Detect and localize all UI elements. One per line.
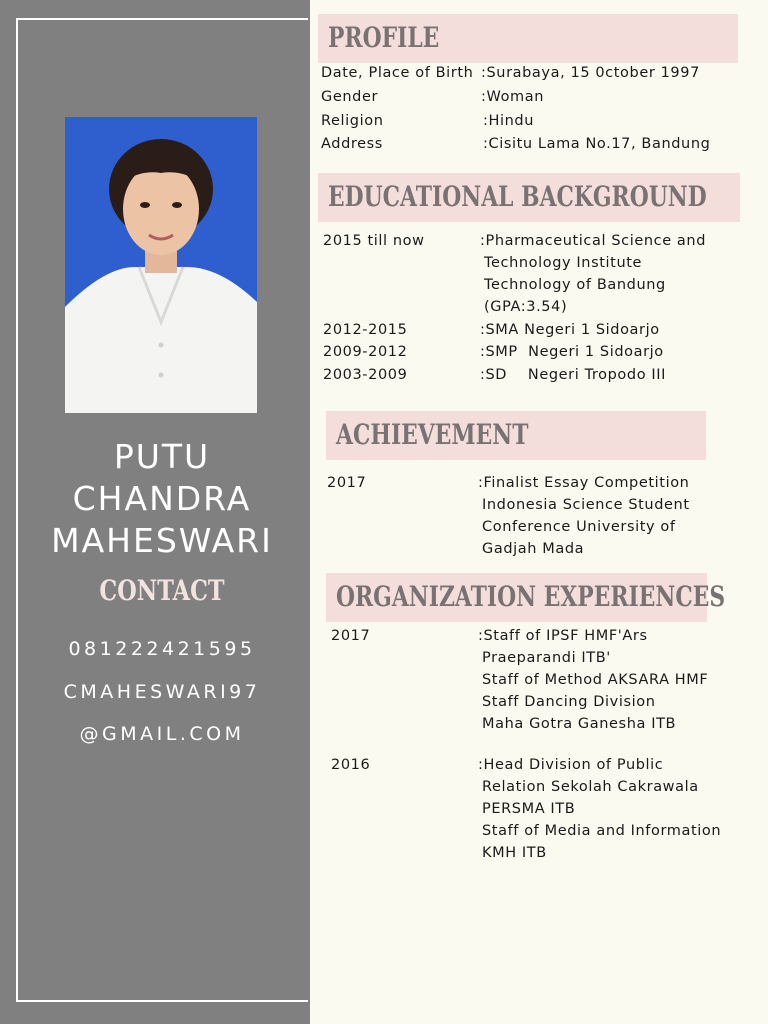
organization-section-header bbox=[326, 573, 726, 622]
organization-line: :Head Division of Public bbox=[478, 757, 664, 773]
education-detail: :SD Negeri Tropodo III bbox=[480, 367, 667, 383]
education-heading: EDUCATIONAL BACKGROUND bbox=[328, 180, 707, 213]
profile-photo bbox=[65, 117, 257, 413]
profile-value: :Cisitu Lama No.17, Bandung bbox=[483, 136, 711, 152]
education-line: (GPA:3.54) bbox=[484, 299, 568, 315]
achievement-line: Conference University of bbox=[482, 519, 676, 535]
profile-value: :Hindu bbox=[483, 113, 535, 129]
education-period: 2003-2009 bbox=[323, 367, 408, 383]
profile-heading: PROFILE bbox=[328, 21, 440, 54]
education-detail: :SMA Negeri 1 Sidoarjo bbox=[480, 322, 660, 338]
profile-value: :Woman bbox=[481, 89, 545, 105]
organization-line: Staff of Media and Information bbox=[482, 823, 722, 839]
contact-phone: 081222421595 bbox=[68, 638, 256, 660]
profile-label: Religion bbox=[321, 113, 384, 129]
achievement-line: Indonesia Science Student bbox=[482, 497, 690, 513]
organization-line: PERSMA ITB bbox=[482, 801, 576, 817]
organization-line: Maha Gotra Ganesha ITB bbox=[482, 716, 677, 732]
profile-label: Address bbox=[321, 136, 383, 152]
organization-line: KMH ITB bbox=[482, 845, 547, 861]
education-detail: :SMP Negeri 1 Sidoarjo bbox=[480, 344, 664, 360]
education-detail bbox=[480, 230, 706, 318]
profile-label: Gender bbox=[321, 89, 379, 105]
organization-year: 2017 bbox=[331, 628, 371, 644]
organization-line: Staff of Method AKSARA HMF bbox=[482, 672, 709, 688]
profile-section-header bbox=[318, 14, 738, 63]
education-period: 2012-2015 bbox=[323, 322, 408, 338]
achievement-line: Gadjah Mada bbox=[482, 541, 585, 557]
education-line: Technology of Bandung bbox=[484, 277, 666, 293]
education-section-header bbox=[318, 173, 740, 222]
organization-line: Praeparandi ITB' bbox=[482, 650, 611, 666]
organization-line: Relation Sekolah Cakrawala bbox=[482, 779, 699, 795]
achievement-detail bbox=[478, 472, 690, 560]
achievement-section-header bbox=[326, 411, 706, 460]
profile-label: Date, Place of Birth bbox=[321, 65, 474, 81]
profile-value: :Surabaya, 15 0ctober 1997 bbox=[481, 65, 700, 81]
person-name bbox=[16, 436, 308, 562]
organization-detail bbox=[478, 625, 708, 735]
name-line: MAHESWARI bbox=[51, 521, 273, 560]
contact-email-line1: CMAHESWARI97 bbox=[63, 681, 261, 703]
achievement-line: :Finalist Essay Competition bbox=[478, 475, 690, 491]
name-line: CHANDRA bbox=[72, 479, 252, 518]
contact-heading: CONTACT bbox=[99, 574, 225, 607]
achievement-year: 2017 bbox=[327, 475, 367, 491]
organization-line: Staff Dancing Division bbox=[482, 694, 656, 710]
education-period: 2015 till now bbox=[323, 233, 425, 249]
organization-year: 2016 bbox=[331, 757, 371, 773]
education-period: 2009-2012 bbox=[323, 344, 408, 360]
education-line: Technology Institute bbox=[484, 255, 643, 271]
organization-detail bbox=[478, 754, 721, 864]
contact-email-line2: @GMAIL.COM bbox=[79, 723, 245, 745]
education-line: :Pharmaceutical Science and bbox=[480, 233, 707, 249]
name-line: PUTU bbox=[113, 437, 211, 476]
achievement-heading: ACHIEVEMENT bbox=[336, 418, 529, 451]
organization-heading: ORGANIZATION EXPERIENCES bbox=[336, 580, 726, 613]
organization-line: :Staff of IPSF HMF'Ars bbox=[478, 628, 648, 644]
